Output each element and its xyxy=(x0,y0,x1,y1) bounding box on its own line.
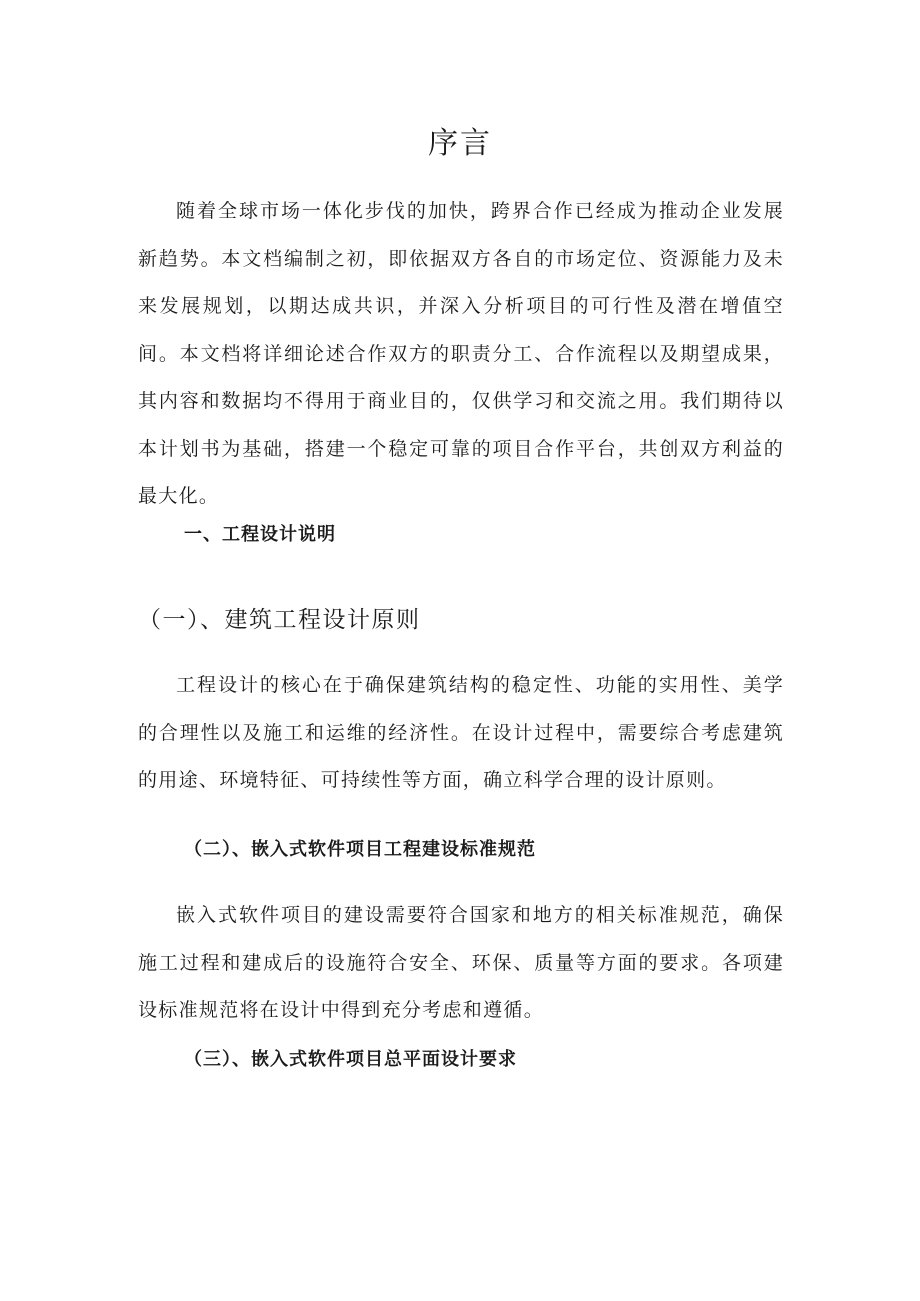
standards-paragraph: 嵌入式软件项目的建设需要符合国家和地方的相关标准规范，确保施工过程和建成后的设施符合安全、环保、质量等方面的要求。各项建设标准规范将在设计中得到充分考虑和遵循。 xyxy=(138,904,784,1021)
subsection-heading-site-plan: （三）、嵌入式软件项目总平面设计要求 xyxy=(184,1049,517,1070)
subsection-heading-standards: （二）、嵌入式软件项目工程建设标准规范 xyxy=(184,839,536,860)
intro-paragraph: 随着全球市场一体化步伐的加快，跨界合作已经成为推动企业发展新趋势。本文档编制之初，即依据双方各自的市场定位、资源能力及未来发展规划，以期达成共识，并深入分析项目的可行性及潜在增值空间。本文档将详细论述合作双方的职责分工、合作流程以及期望成果，其内容和数据均不得用于商业目的，仅供学习和交流之用。我们期待以本计划书为基础，搭建一个稳定可靠的项目合作平台，共创双方利益的最大化。 xyxy=(138,200,784,507)
subsection-heading-design-principles: （一）、建筑工程设计原则 xyxy=(138,607,421,633)
section-heading-engineering-design: 一、工程设计说明 xyxy=(184,524,336,545)
document-title: 序言 xyxy=(428,126,492,161)
design-principles-paragraph: 工程设计的核心在于确保建筑结构的稳定性、功能的实用性、美学的合理性以及施工和运维的经济性。在设计过程中，需要综合考虑建筑的用途、环境特征、可持续性等方面，确立科学合理的设计原则。 xyxy=(138,674,784,791)
